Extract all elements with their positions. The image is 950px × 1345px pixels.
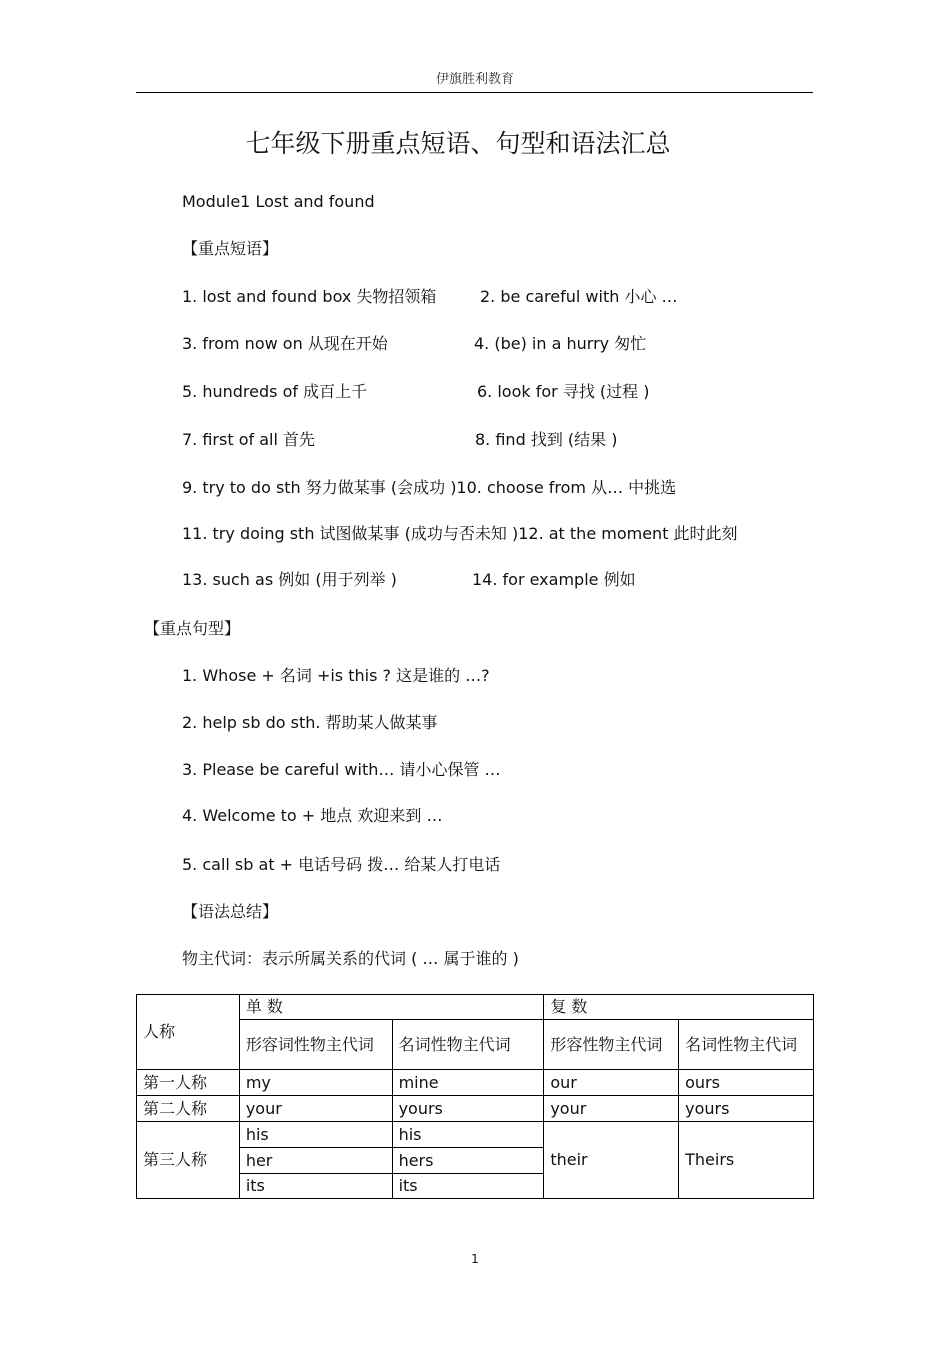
phrase-item: 4. (be) in a hurry 匆忙 xyxy=(474,334,647,353)
table-cell: yours xyxy=(392,1096,544,1122)
table-row xyxy=(137,995,814,1020)
table-cell: your xyxy=(544,1096,679,1122)
sentence-item: 1. Whose + 名词 +is this ? 这是谁的 …? xyxy=(182,666,490,685)
noun-pronoun-header-plural: 名词性物主代词 xyxy=(679,1020,814,1070)
table-cell: our xyxy=(544,1070,679,1096)
phrase-item: 13. such as 例如 (用于列举 ) xyxy=(182,570,397,589)
phrase-item: 2. be careful with 小心 … xyxy=(480,287,678,306)
table-row xyxy=(137,1070,814,1096)
grammar-heading: 【语法总结】 xyxy=(182,902,279,921)
sentence-item: 3. Please be careful with… 请小心保管 … xyxy=(182,760,501,779)
phrase-row xyxy=(182,478,676,498)
phrase-row xyxy=(182,570,636,590)
person-label: 第三人称 xyxy=(137,1122,240,1199)
phrase-item: 7. first of all 首先 xyxy=(182,430,315,449)
page-header: 伊旗胜利教育 xyxy=(435,72,514,87)
table-cell: your xyxy=(239,1096,392,1122)
phrase-item: 11. try doing sth 试图做某事 (成功与否未知 )12. at the moment 此时此刻 xyxy=(182,524,738,543)
phrase-row xyxy=(182,524,738,544)
table-cell: hers xyxy=(392,1148,544,1174)
page-number: 1 xyxy=(471,1252,479,1266)
phrases-heading: 【重点短语】 xyxy=(182,239,279,258)
phrase-item: 3. from now on 从现在开始 xyxy=(182,334,388,353)
table-cell: my xyxy=(239,1070,392,1096)
noun-pronoun-header: 名词性物主代词 xyxy=(392,1020,544,1070)
table-cell: its xyxy=(392,1174,544,1199)
table-row xyxy=(137,1122,814,1148)
plural-header: 复 数 xyxy=(544,995,814,1020)
sentence-item: 5. call sb at + 电话号码 拨… 给某人打电话 xyxy=(182,855,501,874)
table-cell: mine xyxy=(392,1070,544,1096)
phrase-item: 5. hundreds of 成百上千 xyxy=(182,382,368,401)
phrase-item: 14. for example 例如 xyxy=(472,570,636,589)
document-title: 七年级下册重点短语、句型和语法汇总 xyxy=(245,129,671,158)
table-row xyxy=(137,1096,814,1122)
person-label: 第二人称 xyxy=(137,1096,240,1122)
module-heading: Module1 Lost and found xyxy=(182,192,375,211)
sentences-heading: 【重点句型】 xyxy=(144,619,241,638)
phrase-row xyxy=(182,287,678,307)
person-label: 第一人称 xyxy=(137,1070,240,1096)
pronoun-table xyxy=(136,994,814,1199)
table-cell: their xyxy=(544,1122,679,1199)
table-cell: his xyxy=(239,1122,392,1148)
phrase-item: 8. find 找到 (结果 ) xyxy=(475,430,618,449)
adjective-pronoun-header-plural: 形容性物主代词 xyxy=(544,1020,679,1070)
table-cell: yours xyxy=(679,1096,814,1122)
adjective-pronoun-header: 形容词性物主代词 xyxy=(239,1020,392,1070)
header-rule xyxy=(136,92,813,93)
table-cell: Theirs xyxy=(679,1122,814,1199)
phrase-item: 9. try to do sth 努力做某事 (会成功 )10. choose from 从… 中挑选 xyxy=(182,478,677,497)
table-cell: ours xyxy=(679,1070,814,1096)
table-cell: its xyxy=(239,1174,392,1199)
table-cell: her xyxy=(239,1148,392,1174)
phrase-row xyxy=(182,382,650,402)
phrase-item: 1. lost and found box 失物招领箱 xyxy=(182,287,437,306)
phrase-row xyxy=(182,430,618,450)
grammar-intro: 物主代词：表示所属关系的代词 ( … 属于谁的 ) xyxy=(182,949,519,968)
singular-header: 单 数 xyxy=(239,995,544,1020)
table-cell: his xyxy=(392,1122,544,1148)
sentence-item: 2. help sb do sth. 帮助某人做某事 xyxy=(182,713,438,732)
phrase-row xyxy=(182,334,647,354)
phrase-item: 6. look for 寻找 (过程 ) xyxy=(477,382,650,401)
sentence-item: 4. Welcome to + 地点 欢迎来到 … xyxy=(182,806,443,825)
person-header: 人称 xyxy=(137,995,240,1070)
